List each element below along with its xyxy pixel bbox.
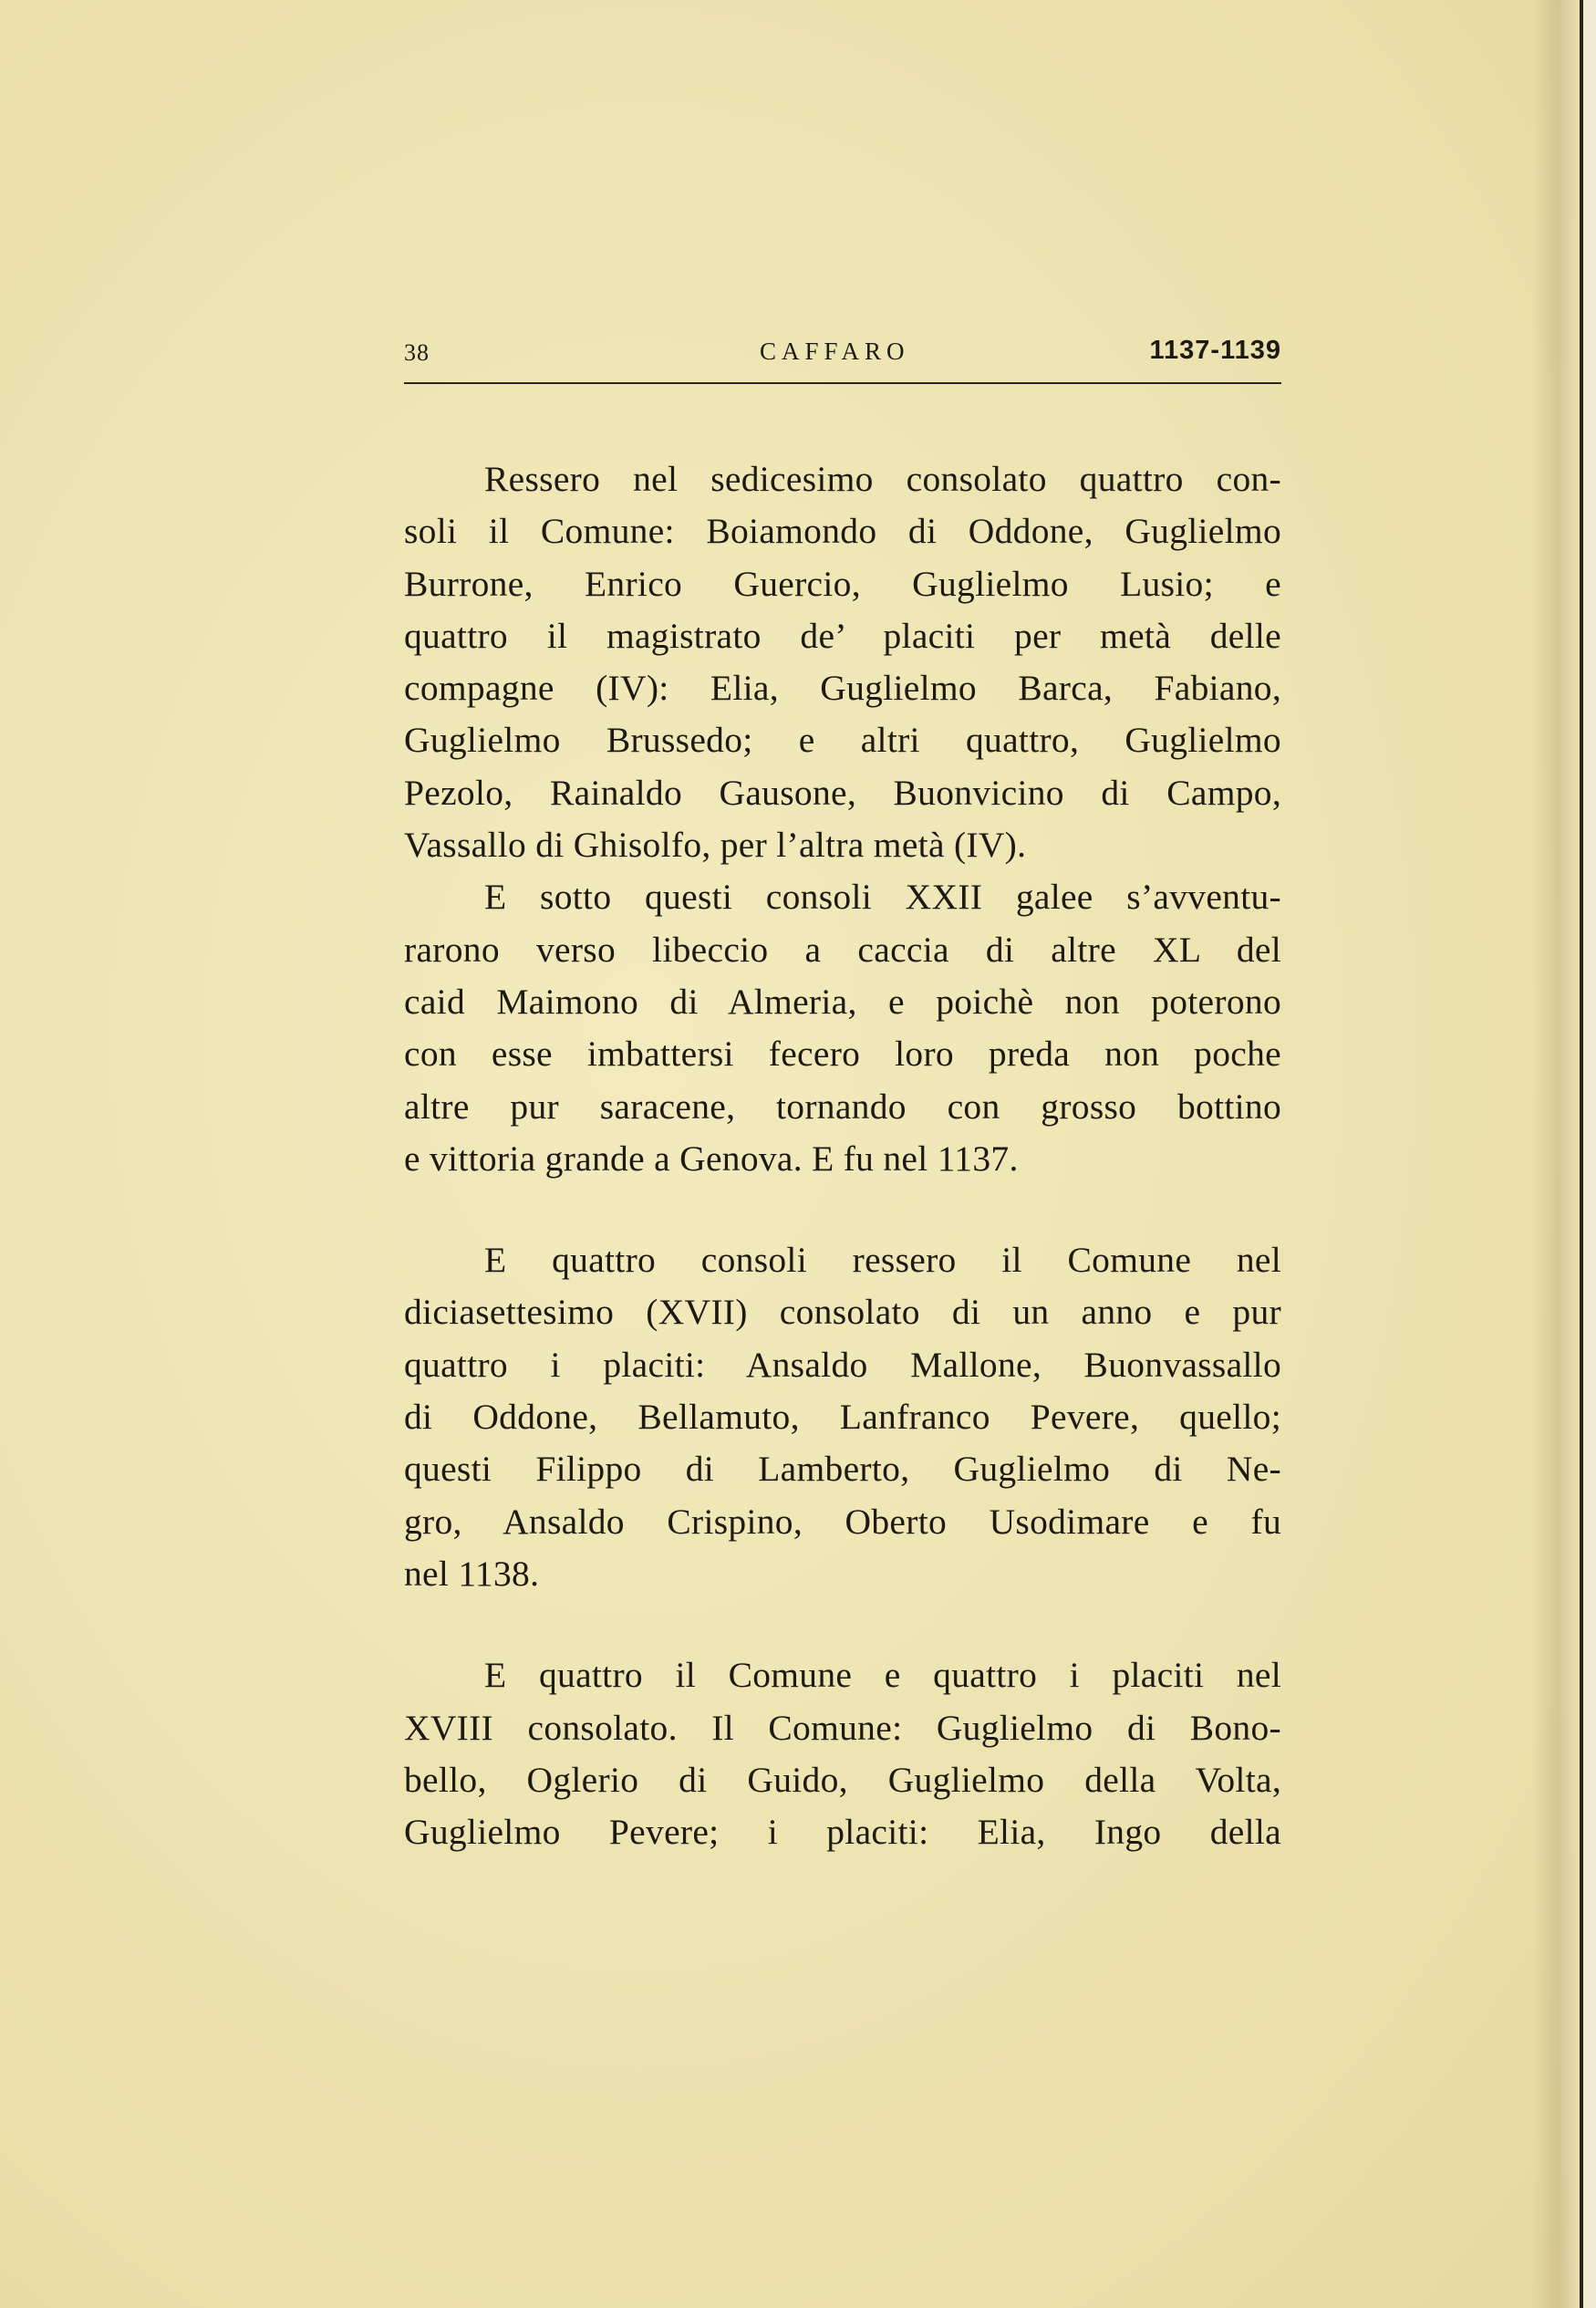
- text-line: caid Maimono di Almeria, e poichè non poterono: [404, 981, 1281, 1022]
- text-line: rarono verso libeccio a caccia di altre XL del: [404, 929, 1281, 970]
- text-line: bello, Oglerio di Guido, Guglielmo della Volta,: [404, 1759, 1281, 1800]
- text-line: questi Filippo di Lamberto, Guglielmo di Ne-: [404, 1449, 1281, 1490]
- text-line: con esse imbattersi fecero loro preda non poche: [404, 1034, 1281, 1075]
- running-title: CAFFARO: [760, 338, 910, 365]
- text-line: Vassallo di Ghisolfo, per l’altra metà (IV).: [404, 825, 1027, 866]
- text-line: quattro i placiti: Ansaldo Mallone, Buonvassallo: [404, 1344, 1281, 1385]
- text-line: E sotto questi consoli XXII galee s’avventu-: [484, 877, 1281, 918]
- text-line: altre pur saracene, tornando con grosso bottino: [404, 1086, 1281, 1127]
- text-line: Burrone, Enrico Guercio, Guglielmo Lusio; e: [404, 563, 1281, 604]
- text-line: E quattro il Comune e quattro i placiti nel: [484, 1655, 1281, 1696]
- text-line: Pezolo, Rainaldo Gausone, Buonvicino di Campo,: [404, 772, 1281, 813]
- page-edge: [1583, 0, 1596, 2308]
- running-header: [404, 334, 1281, 379]
- text-line: quattro il magistrato de’ placiti per metà delle: [404, 615, 1281, 656]
- text-line: gro, Ansaldo Crispino, Oberto Usodimare e fu: [404, 1501, 1281, 1542]
- text-line: compagne (IV): Elia, Guglielmo Barca, Fabiano,: [404, 668, 1281, 709]
- text-line: diciasettesimo (XVII) consolato di un anno e pur: [404, 1292, 1281, 1333]
- page-number: 38: [404, 339, 430, 366]
- text-line: e vittoria grande a Genova. E fu nel 1137.: [404, 1138, 1019, 1179]
- text-line: Guglielmo Brussedo; e altri quattro, Guglielmo: [404, 720, 1281, 761]
- text-line: E quattro consoli ressero il Comune nel: [484, 1240, 1281, 1281]
- binding-edge-line: [1580, 0, 1583, 2308]
- header-rule: [404, 382, 1281, 384]
- body-text: [404, 453, 1281, 1858]
- paragraph-gap: [404, 1600, 1281, 1649]
- text-line: nel 1138.: [404, 1553, 540, 1594]
- text-line: di Oddone, Bellamuto, Lanfranco Pevere, quello;: [404, 1397, 1281, 1438]
- text-line: Guglielmo Pevere; i placiti: Elia, Ingo della: [404, 1812, 1281, 1853]
- paragraph-gap: [404, 1185, 1281, 1234]
- date-range: 1137-1139: [1149, 336, 1281, 365]
- text-line: Ressero nel sedicesimo consolato quattro con-: [484, 459, 1281, 499]
- text-line: soli il Comune: Boiamondo di Oddone, Guglielmo: [404, 511, 1281, 552]
- text-line: XVIII consolato. Il Comune: Guglielmo di Bono-: [404, 1707, 1281, 1748]
